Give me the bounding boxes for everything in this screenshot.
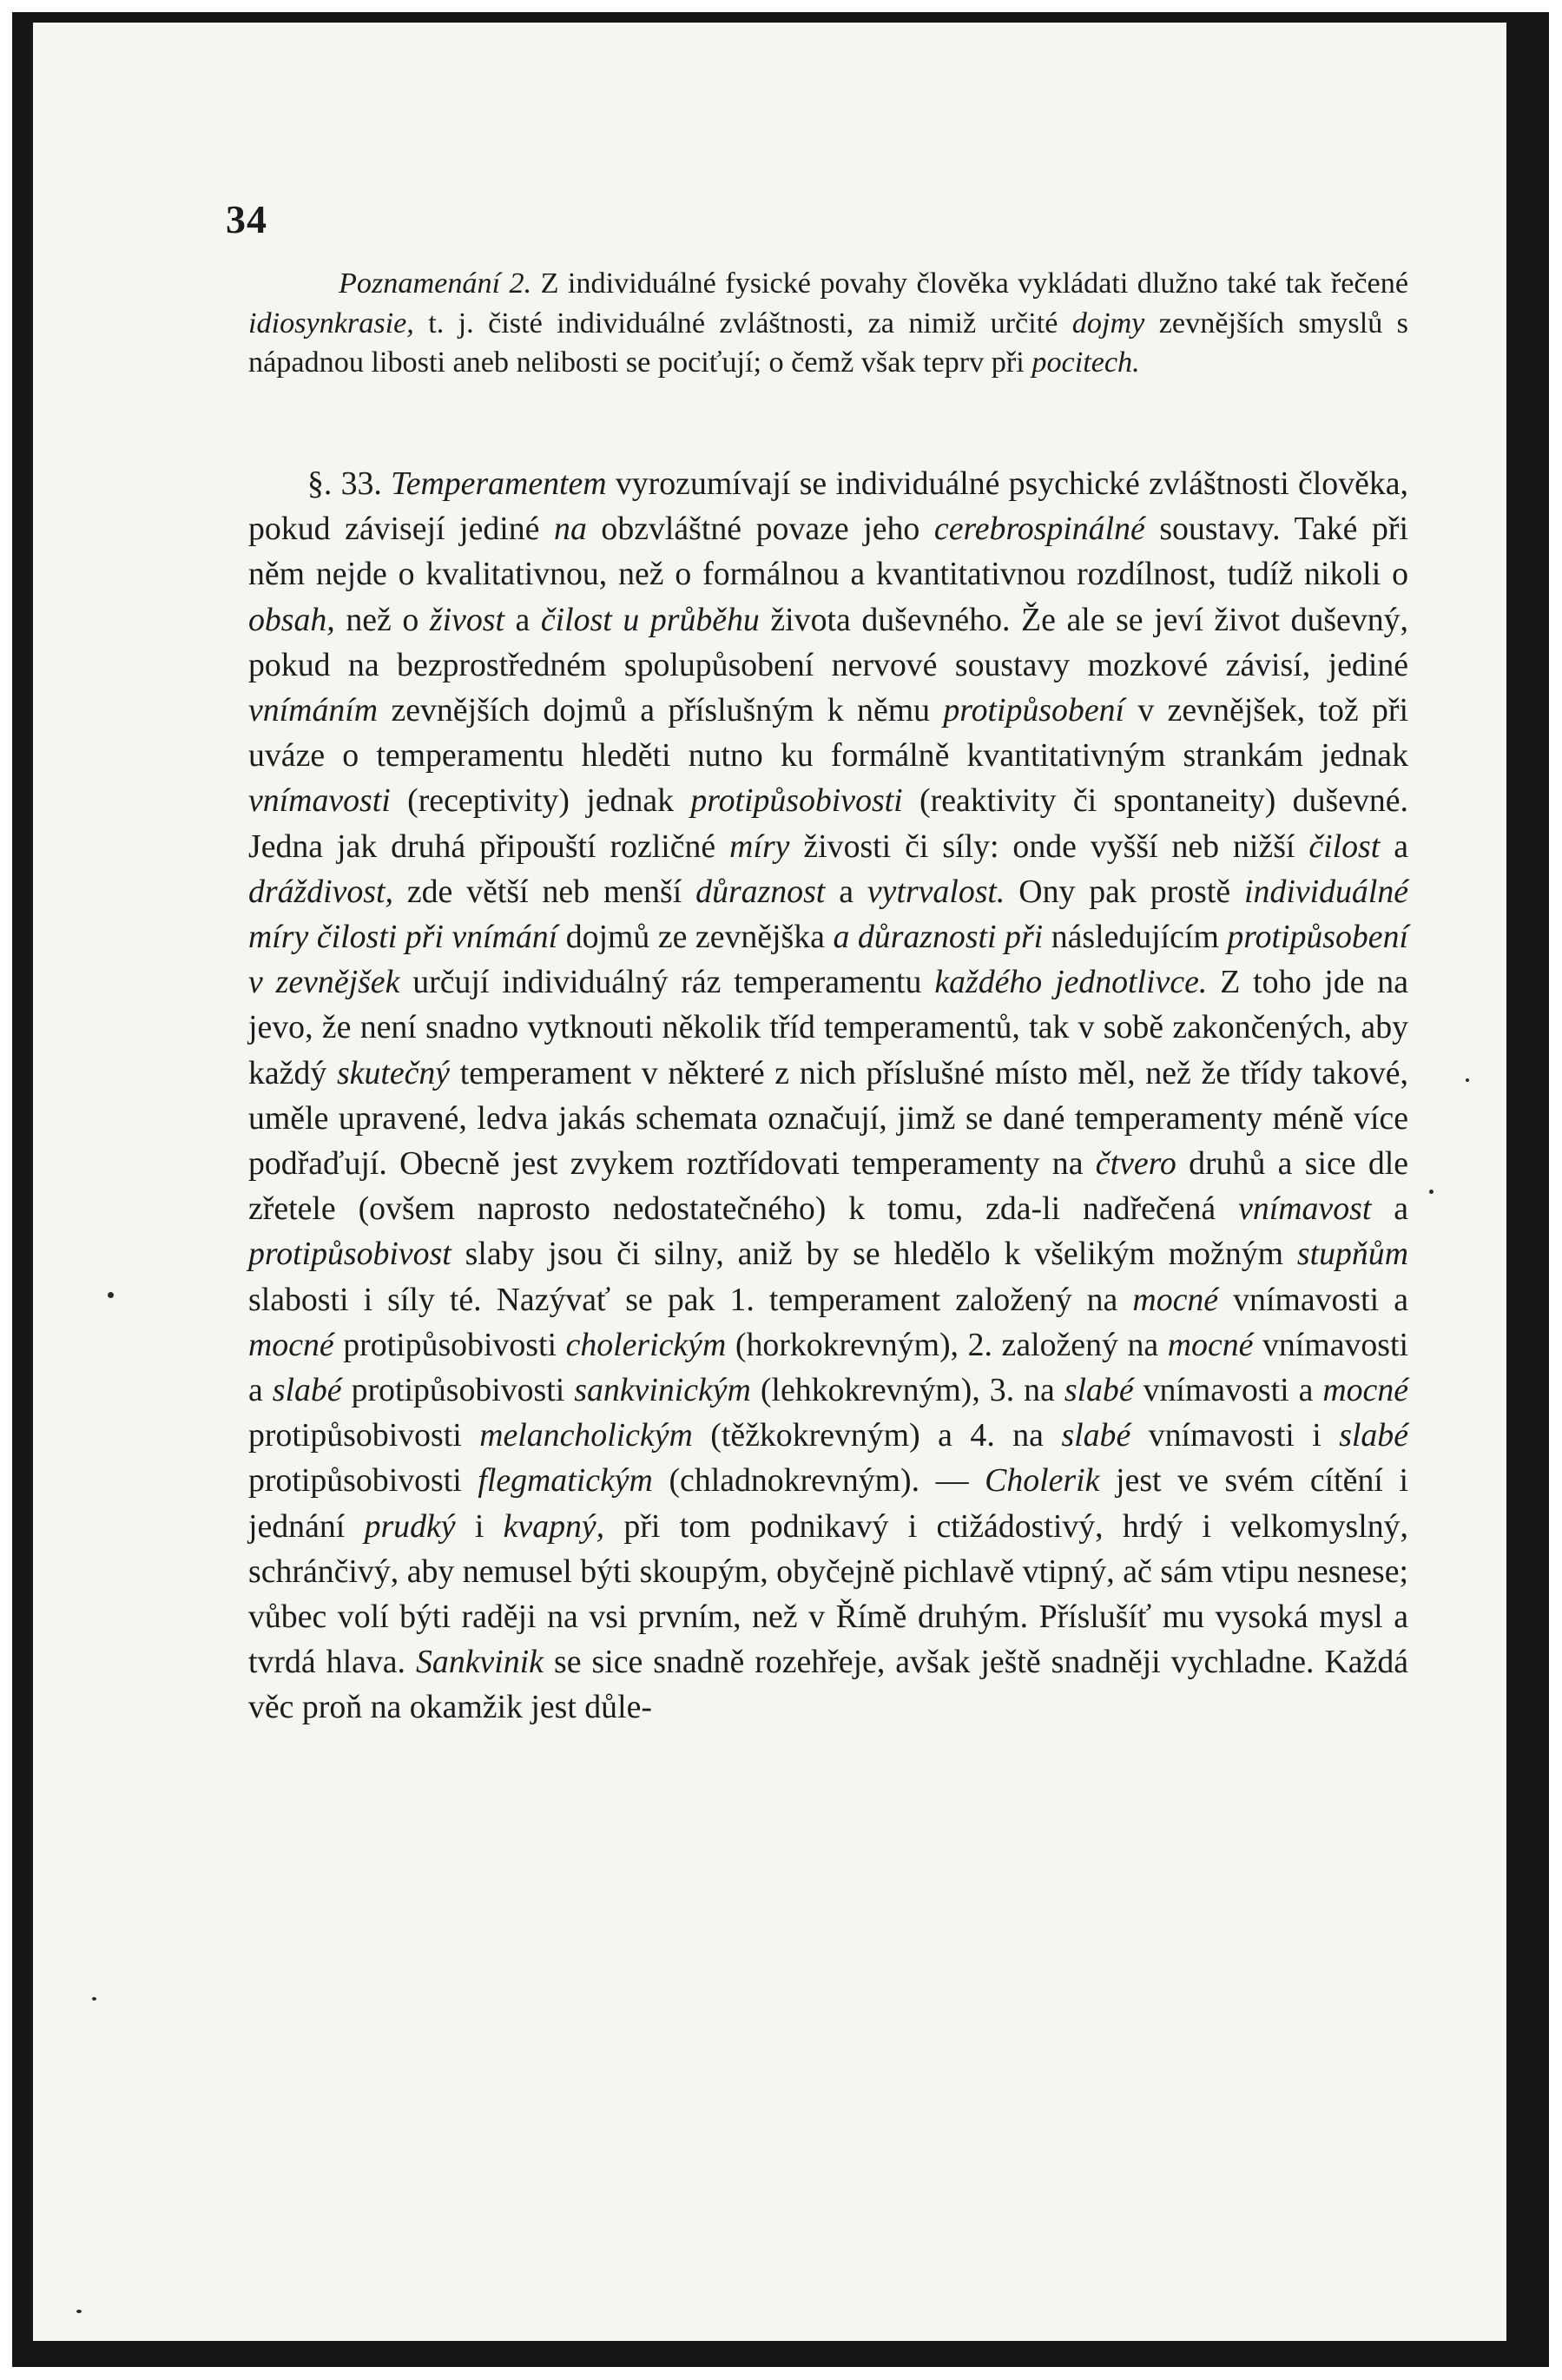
body-text: dojmů ze zevnějška: [557, 919, 834, 956]
emphasis-term: skutečný: [336, 1054, 451, 1091]
page-number: 34: [226, 197, 267, 241]
emphasis-term: mocné: [1132, 1281, 1219, 1318]
body-text: vnímavosti a: [1218, 1281, 1408, 1318]
body-text: než o: [334, 601, 430, 638]
body-text: i: [455, 1507, 504, 1545]
note-text: zevnějších smyslů s nápadnou libosti aneb nelibosti se pociťují; o čemž však teprv při: [248, 307, 1408, 379]
emphasis-term: slabé: [1061, 1417, 1131, 1454]
emphasis-term: důraznost: [695, 873, 826, 910]
body-text: protipůsobivosti: [248, 1462, 478, 1500]
emphasis-term: čilost u průběhu: [540, 601, 760, 638]
body-text: a: [1371, 1190, 1408, 1228]
body-text: zde větší neb menší: [392, 873, 696, 910]
note-label: Poznamenání 2.: [339, 267, 532, 300]
scan-speck: [1429, 1190, 1433, 1194]
body-text: slabosti i síly té. Nazývať se pak 1. temperament založený na: [248, 1281, 1133, 1318]
body-text: Ony pak prostě: [1005, 873, 1245, 910]
note-text: t. j. čisté individuálné zvláštnosti, za nimiž určité: [413, 307, 1072, 340]
emphasis-term: protipůsobivost: [248, 1236, 451, 1273]
body-text: a: [1380, 827, 1408, 865]
emphasis-term: individuálné míry čilosti při vnímání: [248, 873, 1408, 956]
emphasis-term: na: [554, 511, 587, 548]
body-text: se sice snadně rozehřeje, avšak ještě snadněji vychladne. Každá věc proň na okamžik jest důle-: [248, 1644, 1408, 1726]
body-text: vnímavosti a: [1133, 1372, 1323, 1409]
body-text: a: [504, 601, 541, 638]
section-33-paragraph: [248, 461, 1408, 1731]
emphasis-term: živost: [429, 601, 504, 638]
body-text: Z toho jde na jevo, že není snadno vytknouti několik tříd temperamentů, tak v sobě zakončených, aby každý: [248, 964, 1408, 1091]
emphasis-term: míry: [729, 827, 790, 865]
emphasis-term: cholerickým: [565, 1326, 727, 1363]
emphasis-term: vnímavosti: [248, 782, 391, 820]
note-term: dojmy: [1071, 307, 1145, 340]
body-text: jest ve svém cítění i jednání: [248, 1462, 1408, 1545]
emphasis-term: mocné: [1167, 1326, 1254, 1363]
emphasis-term: melancholickým: [479, 1417, 693, 1454]
body-text: soustavy. Také při něm nejde o kvalitativnou, než o formálnou a kvantitativnou rozdílnost, tudíž nikoli o: [248, 511, 1408, 593]
body-text: vyrozumívají se individuálné psychické zvláštnosti člověka, pokud závisejí jediné: [248, 465, 1408, 548]
emphasis-term: protipůsobení v zevnějšek: [248, 919, 1408, 1001]
body-text: (chladnokrevným). —: [652, 1462, 985, 1500]
body-text: zevnějších dojmů a příslušným k němu: [378, 692, 944, 729]
body-text: slaby jsou či silny, aniž by se hledělo k všelikým možným: [451, 1236, 1297, 1273]
emphasis-term: mocné: [1322, 1372, 1408, 1409]
emphasis-term: protipůsobivosti: [690, 782, 903, 820]
emphasis-term: prudký: [364, 1507, 456, 1545]
note-paragraph: [248, 264, 1408, 383]
body-text: vnímavosti i: [1130, 1417, 1340, 1454]
emphasis-term: sankvinickým: [574, 1372, 751, 1409]
note-text: Z individuálné fysické povahy člověka vykládati dlužno také tak řečené: [531, 267, 1408, 300]
emphasis-term: slabé: [1339, 1417, 1408, 1454]
body-text: (receptivity) jednak: [390, 782, 691, 820]
scan-speck: [1466, 1078, 1469, 1082]
body-text: živosti či síly: onde vyšší neb nižší: [789, 827, 1309, 865]
scan-speck: [108, 1292, 114, 1298]
emphasis-term: kvapný,: [503, 1507, 605, 1545]
body-text: (reaktivity či spontaneity) duševné. Jedna jak druhá připouští rozličné: [248, 782, 1408, 865]
body-text: obzvláštné povaze jeho: [586, 511, 934, 548]
emphasis-term: vnímáním: [248, 692, 379, 729]
body-text: (horkokrevným), 2. založený na: [726, 1326, 1168, 1363]
emphasis-term: obsah,: [248, 601, 335, 638]
emphasis-term: čilost: [1308, 827, 1381, 865]
note-term: pocitech.: [1031, 346, 1140, 379]
section-number: §. 33.: [307, 465, 382, 502]
emphasis-term: slabé: [1064, 1372, 1134, 1409]
emphasis-term: každého jednotlivce.: [934, 964, 1208, 1001]
emphasis-term: vnímavost: [1238, 1190, 1372, 1228]
emphasis-term: protipůsobení: [943, 692, 1124, 729]
body-text: protipůsobivosti: [341, 1372, 575, 1409]
scan-speck: [76, 2310, 82, 2313]
note-term: idiosynkrasie,: [248, 307, 414, 340]
emphasis-term: Temperamentem: [391, 465, 607, 502]
body-text: v zevnějšek, tož při uváze o temperamentu hleděti nutno ku formálně kvantitativným strankám jednak: [248, 692, 1408, 775]
body-text: vnímavosti a: [248, 1326, 1408, 1409]
emphasis-term: Sankvinik: [416, 1644, 544, 1681]
emphasis-term: vytrvalost.: [867, 873, 1005, 910]
body-text: protipůsobivosti: [333, 1326, 566, 1363]
emphasis-term: mocné: [248, 1326, 334, 1363]
scan-speck: [92, 1997, 96, 2001]
body-text: druhů a sice dle zřetele (ovšem naprosto nedostatečného) k tomu, zda-li nadřečená: [248, 1145, 1408, 1228]
body-text: při tom podnikavý i ctižádostivý, hrdý i velkomyslný, schránčivý, aby nemusel býti skoupým, obyčejně pichlavě vtipný, ač sám vtipu nesnese; vůbec volí býti raději na vsi prvním, než v Římě druhým. Příslušíť mu vysoká mysl a tvrdá hlava.: [248, 1507, 1408, 1681]
emphasis-term: flegmatickým: [478, 1462, 653, 1500]
body-text: následujícím: [1043, 919, 1228, 956]
emphasis-term: slabé: [272, 1372, 342, 1409]
emphasis-term: cerebrospinálné: [933, 511, 1145, 548]
body-text: života duševného. Že ale se jeví život duševný, pokud na bezprostředném spolupůsobení nervové soustavy mozkové závisí, jediné: [248, 601, 1408, 683]
body-text: temperament v některé z nich příslušné místo měl, než že třídy takové, uměle upravené, ledva jakás schemata označují, jimž se dané temperamenty méně více podřaďují. Obecně jest zvykem roztřídovati temperamenty na: [248, 1054, 1408, 1183]
emphasis-term: dráždivost,: [248, 873, 393, 910]
emphasis-term: stupňům: [1296, 1236, 1408, 1273]
emphasis-term: a důraznosti při: [833, 919, 1044, 956]
body-text: (těžkokrevným) a 4. na: [692, 1417, 1062, 1454]
emphasis-term: Cholerik: [985, 1462, 1100, 1500]
body-text: (lehkokrevným), 3. na: [750, 1372, 1064, 1409]
body-text: protipůsobivosti: [248, 1417, 480, 1454]
body-text: určují individuálný ráz temperamentu: [399, 964, 935, 1001]
book-page: [33, 23, 1506, 2341]
body-text: a: [825, 873, 867, 910]
emphasis-term: čtvero: [1095, 1145, 1176, 1183]
